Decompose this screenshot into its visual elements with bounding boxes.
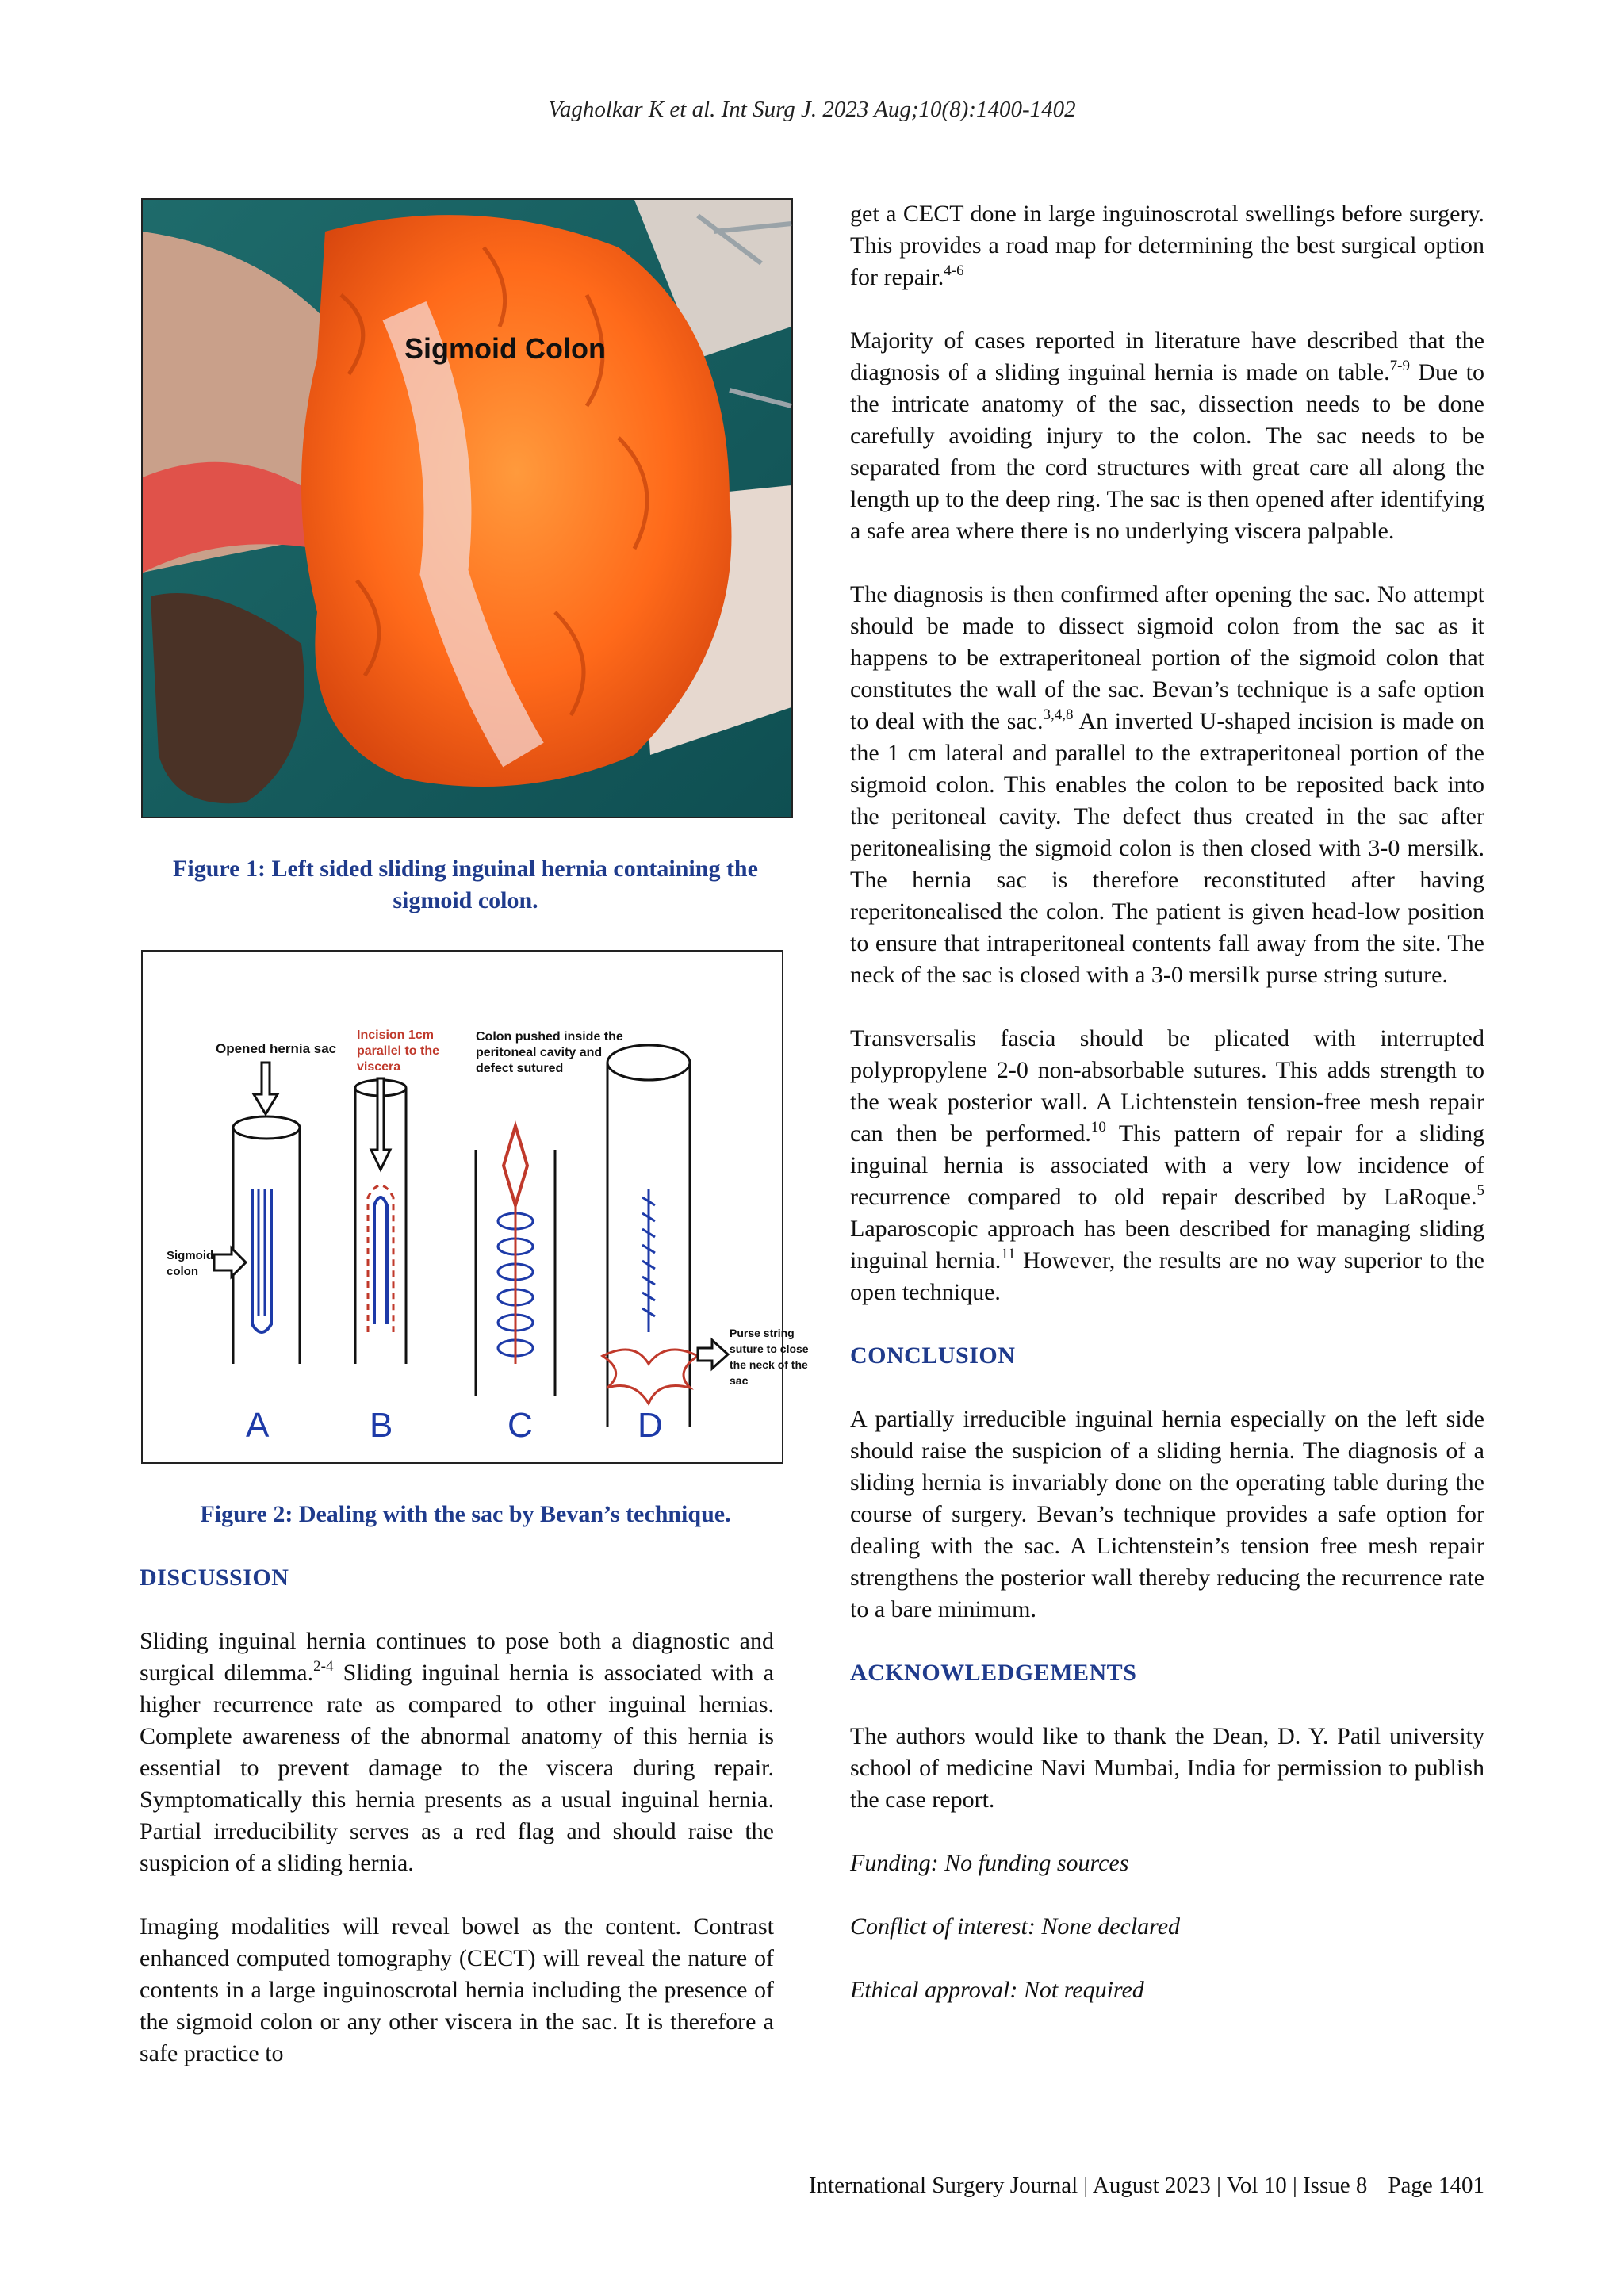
citation: 2-4 (313, 1658, 334, 1675)
figure-1-illustration (143, 200, 791, 817)
figure-2-illustration (143, 952, 809, 1462)
running-head: Vagholkar K et al. Int Surg J. 2023 Aug;10(8):1400-1402 (548, 97, 1076, 122)
left-column (140, 1562, 774, 2070)
citation: 10 (1090, 1119, 1106, 1136)
citation: 11 (1001, 1246, 1016, 1262)
letter-c: C (508, 1406, 533, 1445)
text-span: get a CECT done in large inguinoscrotal swellings before surgery. This provides a road map for determining the best surgical option for repair. (850, 201, 1484, 290)
ethics-statement: Ethical approval: Not required (850, 1977, 1144, 2003)
label-colon-pushed-1: Colon pushed inside the (476, 1030, 623, 1044)
label-purse-1: Purse string (730, 1327, 795, 1339)
citation: 4-6 (944, 262, 964, 279)
letter-b: B (370, 1406, 393, 1445)
discussion-para-3 (850, 198, 1484, 293)
figure-1-photo (141, 198, 793, 818)
footer-journal: International Surgery Journal | August 2023 | Vol 10 | Issue 8 (808, 2173, 1368, 2198)
citation: 7-9 (1389, 358, 1410, 374)
label-purse-3: the neck of the (730, 1358, 808, 1371)
discussion-heading: DISCUSSION (140, 1564, 289, 1591)
citation: 5 (1477, 1182, 1484, 1199)
label-incision-3: viscera (357, 1060, 401, 1074)
acknowledgements-heading: ACKNOWLEDGEMENTS (850, 1660, 1137, 1686)
text-span: The diagnosis is then confirmed after opening the sac. No attempt should be made to dissect sigmoid colon from the sac as it happens to be extraperitoneal portion of the sigmoid colon that constitutes the wall of the sac. Bevan’s technique is a safe option to deal with the sac. (850, 581, 1484, 734)
figure-2-caption: Figure 2: Dealing with the sac by Bevan’s technique. (200, 1501, 731, 1527)
text-span: Majority of cases reported in literature have described that the diagnosis of a sliding inguinal hernia is made on table. (850, 327, 1484, 385)
page-number: Page 1401 (1388, 2173, 1484, 2198)
text-span: Laparoscopic approach has been described for managing sliding inguinal hernia. (850, 1216, 1484, 1273)
figure-2-diagram (141, 950, 809, 1464)
discussion-para-2: Imaging modalities will reveal bowel as the content. Contrast enhanced computed tomography (CECT) will reveal the nature of contents in a large inguinoscrotal hernia including the presence of the sigmoid colon or any other viscera in the sac. It is therefore a safe practice to (140, 1913, 774, 2066)
discussion-para-1 (140, 1626, 774, 1879)
figure-1-caption: Figure 1: Left sided sliding inguinal hernia containing the sigmoid colon. (173, 856, 758, 913)
label-purse-4: sac (730, 1374, 749, 1387)
text-span: Due to the intricate anatomy of the sac, dissection needs to be done carefully avoiding injury to the colon. The sac needs to be separated from the cord structures with great care all along the length up to the deep ring. The sac is then opened after identifying a safe area where there is no underlying viscera palpable. (850, 359, 1484, 544)
text-span: Sliding inguinal hernia is associated with a higher recurrence rate as compared to other inguinal hernias. Complete awareness of the abnormal anatomy of this hernia is essential to prevent damage to the viscera during repair. Symptomatically this hernia presents as a usual inguinal hernia. Partial irreducibility serves as a red flag and should raise the suspicion of a sliding hernia. (140, 1660, 774, 1876)
funding-statement: Funding: No funding sources (850, 1850, 1129, 1876)
label-sigmoid-1: Sigmoid (167, 1249, 214, 1262)
right-column (850, 198, 1484, 2038)
conflict-statement: Conflict of interest: None declared (850, 1913, 1181, 1940)
label-sigmoid-2: colon (167, 1265, 198, 1278)
label-colon-pushed-2: peritoneal cavity and (476, 1046, 603, 1059)
discussion-para-4 (850, 325, 1484, 547)
label-purse-2: suture to close (730, 1342, 809, 1355)
conclusion-para: A partially irreducible inguinal hernia especially on the left side should raise the suspicion of a sliding hernia. The diagnosis of a sliding hernia is invariably done on the operating table during the course of surgery. Bevan’s technique provides a safe option for dealing with the sac. A Lichtenstein’s tension free mesh repair strengthens the posterior wall thereby reducing the recurrence rate to a bare minimum. (850, 1406, 1484, 1622)
discussion-para-6 (850, 1023, 1484, 1308)
acknowledgements-para: The authors would like to thank the Dean, D. Y. Patil university school of medicine Navi Mumbai, India for permission to publish the case report. (850, 1723, 1484, 1813)
label-colon-pushed-3: defect sutured (476, 1062, 564, 1075)
letter-a: A (246, 1406, 270, 1445)
text-span: Transversalis fascia should be plicated with interrupted polypropylene 2-0 non-absorbable sutures. This adds strength to the weak posterior wall. A Lichtenstein tension-free mesh repair can then be performed. (850, 1025, 1484, 1147)
label-incision-1: Incision 1cm (357, 1028, 434, 1042)
text-span: This pattern of repair for a sliding inguinal hernia is associated with a very low incidence of recurrence compared to old repair described by LaRoque. (850, 1120, 1484, 1210)
letter-d: D (638, 1406, 663, 1445)
text-span: Sliding inguinal hernia continues to pose both a diagnostic and surgical dilemma. (140, 1628, 774, 1686)
label-incision-2: parallel to the (357, 1044, 440, 1058)
label-opened-sac: Opened hernia sac (216, 1041, 337, 1056)
page-footer (809, 2173, 1484, 2199)
text-span: However, the results are no way superior to the open technique. (850, 1247, 1484, 1305)
text-span: An inverted U-shaped incision is made on the 1 cm lateral and parallel to the extraperitoneal portion of the sigmoid colon. This enables the colon to be reposited back into the peritoneal cavity. The defect thus created in the sac after peritonealising the sigmoid colon is then closed with 3-0 mersilk. The hernia sac is therefore reconstituted after having reperitonealised the colon. The patient is given head-low position to ensure that intraperitoneal contents fall away from the site. The neck of the sac is closed with a 3-0 mersilk purse string suture. (850, 708, 1485, 988)
conclusion-heading: CONCLUSION (850, 1342, 1016, 1369)
figure-1-label: Sigmoid Colon (404, 332, 606, 365)
citation: 3,4,8 (1043, 707, 1074, 723)
discussion-para-5 (850, 579, 1484, 991)
